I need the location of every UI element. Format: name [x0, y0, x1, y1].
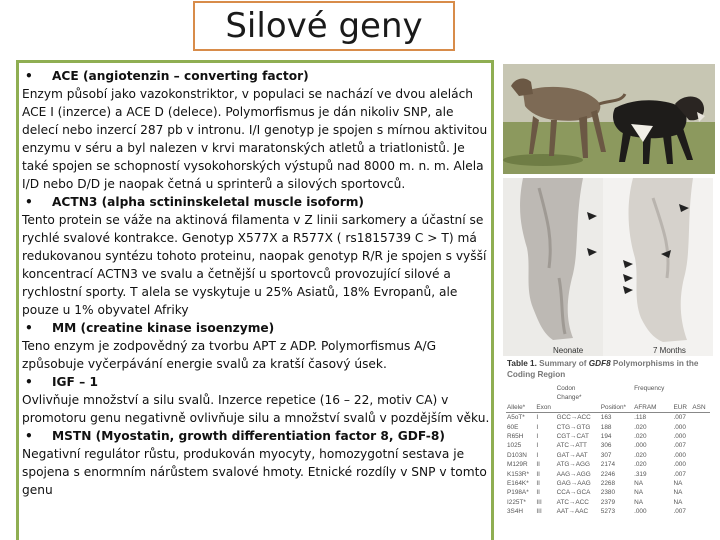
table-header-cell: EUR — [672, 403, 691, 413]
table-cell: .000 — [673, 451, 686, 459]
table-header-cell: Position* — [600, 403, 633, 413]
table-header-cell — [600, 384, 633, 393]
content-box — [16, 60, 494, 540]
table-cell: 3S4H — [507, 508, 523, 516]
slide-title-box — [193, 1, 455, 51]
seven-months-label: 7 Months — [653, 346, 686, 355]
bullet-heading-text: IGF – 1 — [52, 375, 98, 389]
table-header-cell — [691, 393, 710, 402]
table-cell — [691, 441, 710, 450]
paragraph: Tento protein se váže na aktinová filamenta v Z linii sarkomery a účastní se rychlé svalové kontrakce. Genotyp X577X a R577X ( rs1815739 C > T) má redukovanou syntézu tohoto proteinu, naopak genotyp R/R je spojen s vyšší koncentrací ACTN3 ve svalu a četnější u sportovců provozující silové a rychlostní sporty. T alela se vyskytuje u 25% Asiatů, 18% Evropanů, ale pouze u 1% obyvatel Afriky — [22, 213, 487, 317]
table-cell: NA — [634, 498, 643, 506]
bullet-icon: • — [25, 429, 33, 443]
table-header-row — [506, 393, 710, 402]
table-cell: II — [536, 470, 540, 478]
table-header-cell — [556, 403, 600, 413]
table-cell: M129R — [507, 461, 528, 469]
table-cell: AAT→AAC — [556, 508, 589, 516]
table-cell: NA — [673, 480, 683, 488]
table-header-cell: Codon — [556, 385, 576, 392]
table-cell: D103N — [507, 451, 527, 459]
table-cell: II — [536, 461, 540, 469]
table-header-cell — [535, 393, 555, 402]
table-cell: III — [536, 508, 542, 516]
neonate-label: Neonate — [553, 346, 584, 355]
table-row — [506, 488, 710, 497]
table-cell: I225T* — [507, 498, 526, 506]
table-cell — [691, 460, 710, 469]
paragraph: Teno enzym je zodpovědný za tvorbu APT z ADP. Polymorfismus A/G způsobuje vyčerpávání energie svalů za kratší časový úsek. — [22, 339, 437, 371]
table-cell: A5oT* — [507, 414, 525, 422]
table-cell: .319 — [634, 470, 647, 478]
dogs-photo — [503, 64, 715, 174]
gdf8-table — [506, 384, 710, 517]
table-cell: I — [536, 442, 539, 450]
table-cell: ATC→ATT — [556, 442, 587, 450]
table-header-row — [506, 384, 710, 393]
table-header-cell — [600, 393, 633, 402]
table-cell: K153R* — [507, 470, 530, 478]
table-cell: ATG→AGG — [556, 461, 590, 469]
table-cell: 306 — [600, 442, 612, 450]
table-cell — [691, 507, 710, 516]
table-header-cell — [672, 384, 691, 393]
table-cell — [691, 423, 710, 432]
table-cell: .020 — [634, 423, 647, 431]
baby-legs-photo — [503, 178, 713, 356]
table-cell: II — [536, 489, 540, 497]
table-cell: 1025 — [507, 442, 522, 450]
table-cell: .020 — [634, 433, 647, 441]
paragraph: Enzym působí jako vazokonstriktor, v populaci se nachází ve dvou alelách ACE I (inzerce) a ACE D (delece). Polymorfismus je dán nikoliv SNP, ale delecí nebo inzercí 287 pb v intronu. I/I genotyp je spojen s mírnou aktivitou enzymu v séru a byl nalezen v krvi maratonských atletů a triatlonistů. Je také spojen se schopností vysokohorských výstupů nad 8000 m. n. m. Alela I/D nebo D/D je naopak četná u sprinterů a silových sportovců. — [22, 87, 488, 191]
table-header-cell: Frequency — [634, 385, 665, 392]
table-cell: .000 — [634, 442, 647, 450]
table-cell: I — [536, 423, 539, 431]
table-header-cell: AFRAM — [633, 403, 672, 413]
table-row — [506, 498, 710, 507]
table-cell: II — [536, 480, 540, 488]
table-cell: 60E — [507, 423, 519, 431]
table-row — [506, 460, 710, 469]
table-header-cell: Exon — [535, 403, 555, 413]
table-cell: CTG→GTG — [556, 423, 591, 431]
table-cell: 163 — [600, 414, 612, 422]
table-cell: 307 — [600, 451, 612, 459]
table-row — [506, 441, 710, 450]
bullet-icon: • — [25, 321, 33, 335]
table-cell: R65H — [507, 433, 524, 441]
table-cell: .000 — [673, 461, 686, 469]
table-cell: GCC→ACC — [556, 414, 591, 422]
table-header-cell: Allele* — [506, 403, 535, 413]
bullet-heading-text: MM (creatine kinase isoenzyme) — [52, 321, 275, 335]
table-cell: P198A* — [507, 489, 529, 497]
table-cell: .007 — [673, 470, 686, 478]
table-row — [506, 423, 710, 432]
paragraph: Negativní regulátor růstu, produkován myocyty, homozygotní sestava je spojena s enormním nárůstem svalové hmoty. Etnické rozdíly v SNP v tomto genu — [22, 447, 487, 497]
table-cell: I — [536, 414, 539, 422]
table-cell: I — [536, 433, 539, 441]
table-cell: E164K* — [507, 480, 529, 488]
table-header-row — [506, 403, 710, 413]
table-header-cell: Change* — [556, 394, 582, 402]
slide-title: Silové geny — [225, 6, 423, 46]
table-header-cell — [633, 393, 672, 402]
table-cell: .020 — [634, 461, 647, 469]
table-cell: 5273 — [600, 508, 616, 516]
table-cell — [691, 470, 710, 479]
table-cell — [691, 479, 710, 488]
table-cell: .118 — [634, 414, 647, 422]
bullet-heading-text: MSTN (Myostatin, growth differentiation factor 8, GDF-8) — [52, 429, 445, 443]
bullet-icon: • — [25, 195, 33, 209]
table-cell: .007 — [673, 508, 686, 516]
table-cell: .000 — [673, 423, 686, 431]
baby-legs-icon — [503, 178, 713, 356]
table-cell: NA — [634, 489, 643, 497]
table-cell: .000 — [634, 508, 647, 516]
table-row — [506, 479, 710, 488]
table-header-cell — [672, 393, 691, 402]
bullet-heading-text: ACTN3 (alpha sctininskeletal muscle isoform) — [52, 195, 364, 209]
table-cell: I — [536, 451, 539, 459]
body-text — [22, 67, 490, 499]
table-cell: .007 — [673, 442, 686, 450]
table-cell — [691, 432, 710, 441]
table-header-cell: ASN — [691, 403, 710, 413]
bullet-icon: • — [25, 375, 33, 389]
table-cell: .007 — [673, 414, 686, 422]
table-row — [506, 507, 710, 516]
table-cell: 194 — [600, 433, 612, 441]
table-row — [506, 413, 710, 423]
table-header-cell — [535, 384, 555, 393]
bullet-heading — [22, 193, 490, 211]
table-row — [506, 451, 710, 460]
table-header-cell — [506, 384, 535, 393]
table-cell — [691, 413, 710, 423]
table-cell: CGT→CAT — [556, 433, 589, 441]
table-cell — [691, 488, 710, 497]
table-cell: 2268 — [600, 480, 616, 488]
paragraph: Ovlivňuje množství a silu svalů. Inzerce repetice (16 – 22, motiv CA) v promotoru genu negativně ovlivňuje silu a množství svalů v pozdějším věku. — [22, 393, 490, 425]
table-cell: 2380 — [600, 489, 616, 497]
table-cell: NA — [673, 489, 683, 497]
table-row — [506, 432, 710, 441]
table-cell: NA — [673, 498, 683, 506]
bullet-heading — [22, 373, 490, 391]
table-cell: .020 — [634, 451, 647, 459]
table-cell: 2379 — [600, 498, 616, 506]
table-row — [506, 470, 710, 479]
gdf8-table-image — [503, 356, 713, 540]
table-cell: ATC→ACC — [556, 498, 589, 506]
bullet-heading — [22, 319, 490, 337]
table-cell: NA — [634, 480, 643, 488]
dogs-icon — [503, 64, 715, 174]
table-cell: GAT→AAT — [556, 451, 588, 459]
table-header-cell — [506, 393, 535, 402]
table-cell: AAG→AGG — [556, 470, 591, 478]
table-cell: 188 — [600, 423, 612, 431]
bullet-heading — [22, 67, 490, 85]
table-cell: 2174 — [600, 461, 616, 469]
bullet-icon: • — [25, 69, 33, 83]
bullet-heading-text: ACE (angiotenzin – converting factor) — [52, 69, 309, 83]
table-header-cell — [691, 384, 710, 393]
table-cell — [691, 451, 710, 460]
table-cell: CCA→GCA — [556, 489, 591, 497]
table-title: Table 1. Summary of GDF8 Polymorphisms in the Coding Region — [507, 359, 699, 379]
table-cell: III — [536, 498, 542, 506]
table-cell — [691, 498, 710, 507]
table-cell: 2246 — [600, 470, 616, 478]
table-cell: GAG→AAG — [556, 480, 591, 488]
table-cell: .000 — [673, 433, 686, 441]
bullet-heading — [22, 427, 490, 445]
